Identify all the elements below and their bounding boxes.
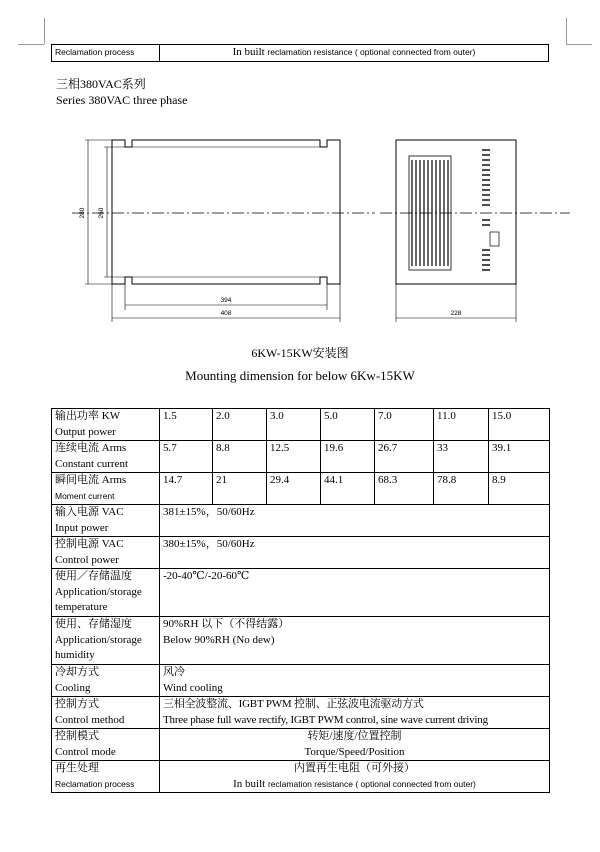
label-app-humidity: 使用、存储湿度 Application/storage humidity xyxy=(52,617,160,665)
caption-en: Mounting dimension for below 6Kw-15KW xyxy=(185,368,415,383)
cell-value: 44.1 xyxy=(321,473,375,505)
cell-value: 29.4 xyxy=(267,473,321,505)
row-output-power xyxy=(52,409,550,441)
cell-value: 39.1 xyxy=(489,441,550,473)
section-title-en: Series 380VAC three phase xyxy=(56,93,188,107)
cell-value: 3.0 xyxy=(267,409,321,441)
label-control-method: 控制方式 Control method xyxy=(52,697,160,729)
cell-value: 7.0 xyxy=(375,409,434,441)
section-title-cn: 三相380VAC系列 xyxy=(56,77,146,91)
label-output-power: 输出功率 KW Output power xyxy=(52,409,160,441)
label-control-mode: 控制模式 Control mode xyxy=(52,729,160,761)
row-input-power xyxy=(52,505,550,537)
value-app-temperature: -20-40℃/-20-60℃ xyxy=(160,569,550,617)
value-control-power: 380±15%，50/60Hz xyxy=(160,537,550,569)
cell-value: 68.3 xyxy=(375,473,434,505)
dim-height-outer: 280 xyxy=(79,207,86,219)
cell-value: 5.0 xyxy=(321,409,375,441)
front-view-outline xyxy=(112,140,340,284)
label-moment-current: 瞬间电流 Arms Moment current xyxy=(52,473,160,505)
row-control-method xyxy=(52,697,550,729)
row-app-humidity xyxy=(52,617,550,665)
cell-value: 8.9 xyxy=(489,473,550,505)
spec-table xyxy=(51,408,550,793)
value-control-method: 三相全波整流、IGBT PWM 控制、正弦波电流驱动方式 Three phase full wave rectify, IGBT PWM control, sine wave current driving xyxy=(160,697,550,729)
value-input-power: 381±15%，50/60Hz xyxy=(160,505,550,537)
row-moment-current xyxy=(52,473,550,505)
value-reclamation: 内置再生电阻（可外接） In built reclamation resistance ( optional connected from outer) xyxy=(160,761,550,793)
value-control-mode: 转矩/速度/位置控制 Torque/Speed/Position xyxy=(160,729,550,761)
side-view-outline xyxy=(396,140,516,284)
label-app-temperature: 使用／存储温度 Application/storage temperature xyxy=(52,569,160,617)
top-row-label: Reclamation process xyxy=(52,45,160,62)
dim-side-depth: 228 xyxy=(450,310,462,317)
label-reclamation: 再生处理 Reclamation process xyxy=(52,761,160,793)
label-input-power: 输入电源 VAC Input power xyxy=(52,505,160,537)
value-cooling: 风冷 Wind cooling xyxy=(160,665,550,697)
row-constant-current xyxy=(52,441,550,473)
cell-value: 11.0 xyxy=(434,409,489,441)
row-control-mode xyxy=(52,729,550,761)
label-cooling: 冷却方式 Cooling xyxy=(52,665,160,697)
cell-value: 2.0 xyxy=(213,409,267,441)
row-cooling xyxy=(52,665,550,697)
label-constant-current: 连续电流 Arms Constant current xyxy=(52,441,160,473)
value-app-humidity: 90%RH 以下（不得结露） Below 90%RH (No dew) xyxy=(160,617,550,665)
cell-value: 33 xyxy=(434,441,489,473)
cell-value: 19.6 xyxy=(321,441,375,473)
cell-value: 1.5 xyxy=(160,409,213,441)
cell-value: 12.5 xyxy=(267,441,321,473)
row-app-temperature xyxy=(52,569,550,617)
cell-value: 15.0 xyxy=(489,409,550,441)
cell-value: 14.7 xyxy=(160,473,213,505)
cell-value: 21 xyxy=(213,473,267,505)
dim-height-inner: 260 xyxy=(98,207,105,219)
cell-value: 26.7 xyxy=(375,441,434,473)
mounting-drawing xyxy=(0,0,600,330)
dim-width-outer: 408 xyxy=(220,310,232,317)
label-control-power: 控制电源 VAC Control power xyxy=(52,537,160,569)
caption-cn: 6KW-15KW安装图 xyxy=(251,346,349,360)
row-control-power xyxy=(52,537,550,569)
row-reclamation xyxy=(52,761,550,793)
cell-value: 78.8 xyxy=(434,473,489,505)
side-view-connector-ribs xyxy=(482,150,490,270)
cell-value: 5.7 xyxy=(160,441,213,473)
cell-value: 8.8 xyxy=(213,441,267,473)
top-row-value: In built reclamation resistance ( optional connected from outer) xyxy=(160,45,549,62)
dim-width-inner: 394 xyxy=(220,297,232,304)
